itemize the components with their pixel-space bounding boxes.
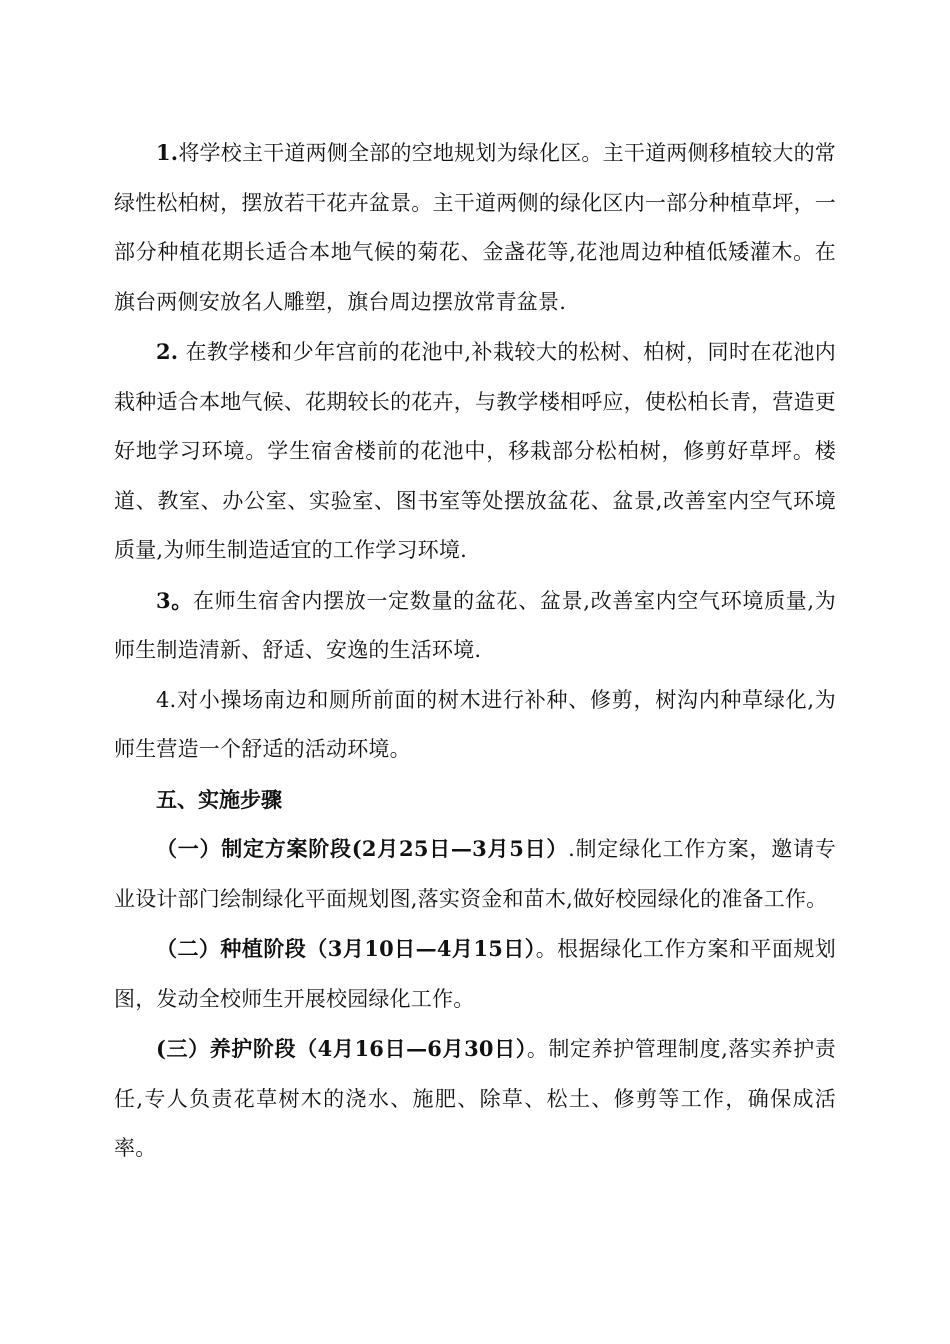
step-3: [114, 1024, 836, 1174]
step-title: (三）养护阶段（4月16日—6月30日）: [156, 1036, 527, 1061]
item-number: 4.: [156, 687, 177, 712]
document-body: [114, 128, 836, 1174]
paragraph-text: 在教学楼和少年宫前的花池中,补栽较大的松树、柏树，同时在花池内栽种适合本地气候、花期较长的花卉，与教学楼相呼应，使松柏长青，营造更好地学习环境。学生宿舍楼前的花池中，移栽部分松柏树，修剪好草坪。楼道、教室、办公室、实验室、图书室等处摆放盆花、盆景,改善室内空气环境质量,为师生制造适宜的工作学习环境.: [114, 340, 836, 562]
item-number: 3。: [156, 587, 193, 613]
step-text: 。根据绿化工作方案和平面规划图，发动全校师生开展校园绿化工作。: [114, 937, 836, 1011]
section-heading: 五、实施步骤: [156, 786, 282, 812]
item-number: 1.: [156, 140, 179, 165]
paragraph-text: 对小操场南边和厕所前面的树木进行补种、修剪，树沟内种草绿化,为师生营造一个舒适的活动环境。: [114, 687, 836, 761]
step-1: [114, 824, 836, 924]
step-text: 。制定养护管理制度,落实养护责任,专人负责花草树木的浇水、施肥、除草、松土、修剪等工作，确保成活率。: [114, 1037, 836, 1160]
paragraph-text: 将学校主干道两侧全部的空地规划为绿化区。主干道两侧移植较大的常绿性松柏树，摆放若干花卉盆景。主干道两侧的绿化区内一部分种植草坪，一部分种植花期长适合本地气候的菊花、金盏花等,花池周边种植低矮灌木。在旗台两侧安放名人雕塑，旗台周边摆放常青盆景.: [114, 141, 836, 314]
paragraph-item-2: [114, 327, 836, 576]
paragraph-item-3: [114, 576, 836, 676]
step-title: （二）种植阶段（3月10日—4月15日）: [156, 936, 536, 961]
paragraph-text: 在师生宿舍内摆放一定数量的盆花、盆景,改善室内空气环境质量,为师生制造清新、舒适、安逸的生活环境.: [114, 588, 836, 662]
step-2: [114, 924, 836, 1024]
paragraph-item-1: [114, 128, 836, 327]
step-title: （一）制定方案阶段(2月25日—3月5日）: [156, 836, 569, 861]
step-text: .制定绿化工作方案，邀请专业设计部门绘制绿化平面规划图,落实资金和苗木,做好校园绿化的准备工作。: [114, 837, 836, 911]
item-number: 2.: [156, 339, 179, 364]
paragraph-item-4: [114, 676, 836, 775]
